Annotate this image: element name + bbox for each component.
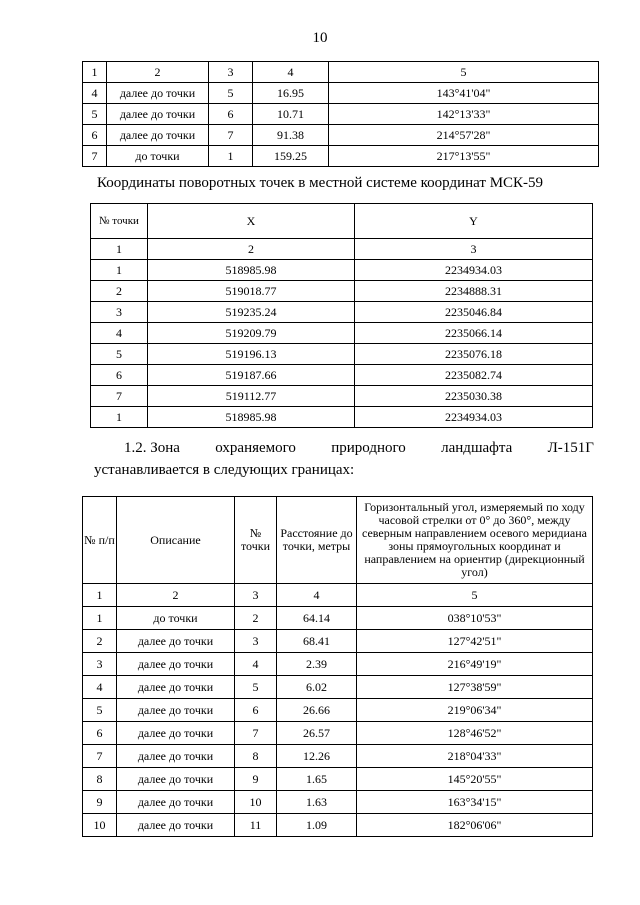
table-cell: 4: [83, 676, 117, 699]
table-row: [83, 722, 593, 745]
table-cell: 128°46'52": [357, 722, 593, 745]
table-row: [91, 407, 593, 428]
table-cell: 518985.98: [148, 260, 355, 281]
table-cell: 2235030.38: [355, 386, 593, 407]
table-cell: 1: [91, 260, 148, 281]
table-cell: 5: [329, 62, 599, 83]
table-cell: 2235076.18: [355, 344, 593, 365]
table-cell: далее до точки: [117, 722, 235, 745]
table-cell: 1.09: [277, 814, 357, 837]
table-cell: 3: [355, 239, 593, 260]
table-row: [91, 281, 593, 302]
table-cell: 3: [83, 653, 117, 676]
table-cell: 7: [235, 722, 277, 745]
table-cell: 2: [235, 607, 277, 630]
table-cell: 4: [277, 584, 357, 607]
table-cell: 26.66: [277, 699, 357, 722]
table-row: [83, 676, 593, 699]
table-cell: далее до точки: [117, 630, 235, 653]
coordinates-table: [90, 203, 593, 428]
table-cell: 5: [235, 676, 277, 699]
paragraph-word: природного: [331, 440, 406, 456]
table-cell: 519018.77: [148, 281, 355, 302]
table-cell: 8: [235, 745, 277, 768]
table-cell: 519187.66: [148, 365, 355, 386]
table-cell: 6: [91, 365, 148, 386]
table-cell: 91.38: [253, 125, 329, 146]
table-cell: 4: [91, 323, 148, 344]
table-cell: 3: [91, 302, 148, 323]
table-cell: 11: [235, 814, 277, 837]
table-cell: 159.25: [253, 146, 329, 167]
header-distance: Расстояние до точки, метры: [277, 497, 357, 584]
table-cell: 518985.98: [148, 407, 355, 428]
header-x: X: [148, 204, 355, 239]
table-cell: 1.63: [277, 791, 357, 814]
table-cell: 10: [235, 791, 277, 814]
table-cell: 519235.24: [148, 302, 355, 323]
table-cell: 5: [83, 699, 117, 722]
header-y: Y: [355, 204, 593, 239]
zone-boundary-table: [82, 496, 593, 837]
header-description: Описание: [117, 497, 235, 584]
table-row: [91, 260, 593, 281]
table-cell: 5: [209, 83, 253, 104]
table-cell: 16.95: [253, 83, 329, 104]
table-cell: 2234934.03: [355, 407, 593, 428]
table-cell: 2234934.03: [355, 260, 593, 281]
table-row: [83, 607, 593, 630]
table-cell: далее до точки: [117, 745, 235, 768]
table-cell: 219°06'34": [357, 699, 593, 722]
boundary-table-continued: [82, 61, 599, 167]
table-cell: 127°42'51": [357, 630, 593, 653]
header-angle: Горизонтальный угол, измеряемый по ходу часовой стрелки от 0° до 360°, между северным направлением осевого меридиана зоны прямоугольных координат и направлением на ориентир (дирекционный угол): [357, 497, 593, 584]
table-cell: 4: [253, 62, 329, 83]
table-cell: 1.65: [277, 768, 357, 791]
table-cell: 1: [83, 607, 117, 630]
table-cell: 2: [91, 281, 148, 302]
table-cell: 1: [91, 239, 148, 260]
table-cell: 7: [83, 146, 107, 167]
table-cell: 7: [83, 745, 117, 768]
table-cell: 2235082.74: [355, 365, 593, 386]
table-row: [83, 104, 599, 125]
table-cell: 10.71: [253, 104, 329, 125]
table-cell: 1: [83, 584, 117, 607]
table-cell: 1: [91, 407, 148, 428]
table-row: [83, 653, 593, 676]
table-row: [83, 83, 599, 104]
table-cell: 2234888.31: [355, 281, 593, 302]
paragraph-word: ландшафта: [441, 440, 513, 456]
column-number-row: [83, 584, 593, 607]
table-cell: 5: [83, 104, 107, 125]
column-number-row: [91, 239, 593, 260]
table-cell: 2: [107, 62, 209, 83]
header-row-number: № п/п: [83, 497, 117, 584]
table-row: [83, 125, 599, 146]
table-cell: 3: [235, 630, 277, 653]
table-row: [83, 630, 593, 653]
table-row: [91, 344, 593, 365]
table-cell: 143°41'04": [329, 83, 599, 104]
table-cell: 26.57: [277, 722, 357, 745]
table-row: [83, 814, 593, 837]
table-cell: 4: [83, 83, 107, 104]
table-cell: 68.41: [277, 630, 357, 653]
table-cell: 6: [83, 722, 117, 745]
table-cell: далее до точки: [107, 125, 209, 146]
table-cell: 9: [235, 768, 277, 791]
table-cell: 038°10'53": [357, 607, 593, 630]
table-row: [91, 323, 593, 344]
table-cell: 6.02: [277, 676, 357, 699]
table-cell: 2.39: [277, 653, 357, 676]
table-cell: далее до точки: [117, 768, 235, 791]
table-cell: 10: [83, 814, 117, 837]
table-row: [83, 699, 593, 722]
table-cell: 6: [83, 125, 107, 146]
table-cell: 9: [83, 791, 117, 814]
table-cell: далее до точки: [117, 791, 235, 814]
table-cell: 216°49'19": [357, 653, 593, 676]
header-point-number: № точки: [91, 204, 148, 239]
table-cell: 12.26: [277, 745, 357, 768]
zone-paragraph-line1: [124, 440, 594, 457]
table-cell: 214°57'28": [329, 125, 599, 146]
table-cell: 2: [148, 239, 355, 260]
table-cell: 3: [235, 584, 277, 607]
table-cell: 8: [83, 768, 117, 791]
table-cell: далее до точки: [117, 653, 235, 676]
table-row: [91, 365, 593, 386]
table-row: [83, 791, 593, 814]
table-cell: 519112.77: [148, 386, 355, 407]
table-cell: далее до точки: [107, 83, 209, 104]
table-cell: 519196.13: [148, 344, 355, 365]
paragraph-word: охраняемого: [215, 440, 296, 456]
header-point-number: № точки: [235, 497, 277, 584]
table-cell: 3: [209, 62, 253, 83]
table-cell: 2: [117, 584, 235, 607]
table-cell: 145°20'55": [357, 768, 593, 791]
table-row: [83, 146, 599, 167]
table-cell: 2235066.14: [355, 323, 593, 344]
table-cell: 7: [91, 386, 148, 407]
table-cell: далее до точки: [117, 676, 235, 699]
table-cell: до точки: [107, 146, 209, 167]
table-row: [91, 386, 593, 407]
table-cell: 1: [209, 146, 253, 167]
paragraph-word: Л-151Г: [547, 440, 594, 456]
table-cell: 1: [83, 62, 107, 83]
table-cell: 2: [83, 630, 117, 653]
paragraph-word: 1.2. Зона: [124, 440, 180, 456]
table-cell: 5: [357, 584, 593, 607]
page-number: 10: [312, 30, 328, 46]
table-cell: 4: [235, 653, 277, 676]
table-cell: до точки: [117, 607, 235, 630]
table-cell: 6: [235, 699, 277, 722]
table-cell: 218°04'33": [357, 745, 593, 768]
table-cell: 2235046.84: [355, 302, 593, 323]
table-cell: 127°38'59": [357, 676, 593, 699]
column-number-row: [83, 62, 599, 83]
zone-paragraph-line2: устанавливается в следующих границах:: [94, 462, 355, 478]
table-cell: далее до точки: [117, 699, 235, 722]
table-cell: далее до точки: [107, 104, 209, 125]
table-row: [91, 302, 593, 323]
table-cell: 6: [209, 104, 253, 125]
table-row: [83, 768, 593, 791]
table-cell: 64.14: [277, 607, 357, 630]
table-cell: 7: [209, 125, 253, 146]
table-cell: далее до точки: [117, 814, 235, 837]
table-row: [83, 745, 593, 768]
table-cell: 182°06'06": [357, 814, 593, 837]
table-cell: 217°13'55": [329, 146, 599, 167]
table-cell: 142°13'33": [329, 104, 599, 125]
table-cell: 519209.79: [148, 323, 355, 344]
coordinates-caption: Координаты поворотных точек в местной системе координат МСК-59: [96, 175, 544, 191]
table-cell: 5: [91, 344, 148, 365]
table-cell: 163°34'15": [357, 791, 593, 814]
